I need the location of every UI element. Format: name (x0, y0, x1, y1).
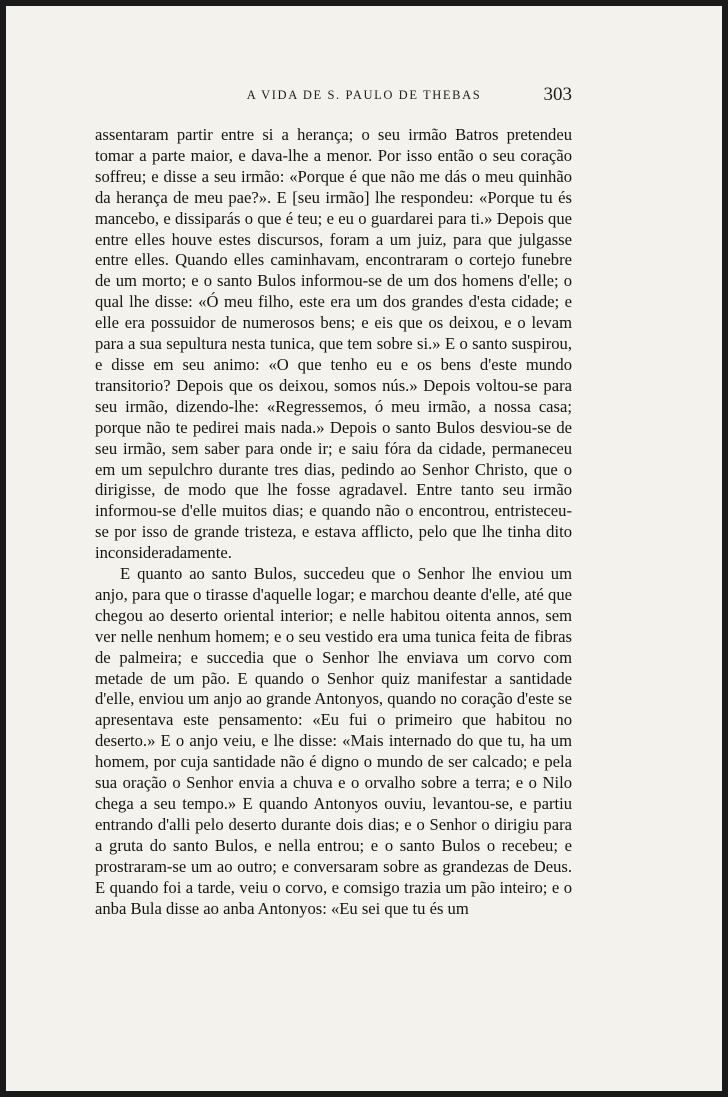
page-number: 303 (543, 84, 572, 105)
running-head (6, 84, 722, 112)
running-title: A VIDA DE S. PAULO DE THEBAS (246, 88, 482, 102)
paragraph-2: E quanto ao santo Bulos, succedeu que o Senhor lhe enviou um anjo, para que o tirasse d'aquelle logar; e marchou deante d'elle, até que chegou ao deserto oriental interior; e nelle habitou oitenta annos, sem ver nelle nenhum homem; e o seu vestido era uma tunica feita de fibras de palmeira; e succedia que o Senhor lhe enviava um corvo com metade de um pão. E quando o Senhor quiz manifestar a santidade d'elle, enviou um anjo ao grande Antonyos, quando no coração d'este se apresentava este pensamento: «Eu fui o primeiro que habitou no deserto.» E o anjo veiu, e lhe disse: «Mais internado do que tu, ha um homem, por cuja santidade não é digno o mundo de ser calcado; e pela sua oração o Senhor envia a chuva e o orvalho sobre a terra; e o Nilo chega a seu tempo.» E quando Antonyos ouviu, levantou-se, e partiu entrando d'alli pelo deserto durante dois dias; e o Senhor o dirigiu para a gruta do santo Bulos, e nella entrou; e o santo Bulos o recebeu; e prostraram-se um ao outro; e conversaram sobre as grandezas de Deus. E quando foi a tarde, veiu o corvo, e comsigo trazia um pão inteiro; e o anba Bula disse ao anba Antonyos: «Eu sei que tu és um (95, 564, 572, 918)
book-page (6, 6, 722, 1091)
body-text (95, 125, 572, 919)
paragraph-1: assentaram partir entre si a herança; o seu irmão Batros pretendeu tomar a parte maior, e dava-lhe a menor. Por isso então o seu coração soffreu; e disse a seu irmão: «Porque é que não me dás o meu quinhão da herança de meu pae?». E [seu irmão] lhe respondeu: «Porque tu és mancebo, e dissiparás o que é teu; e eu o guardarei para ti.» Depois que entre elles houve estes discursos, foram a um juiz, para que julgasse entre elles. Quando elles caminhavam, encontraram o cortejo funebre de um morto; e o santo Bulos informou-se de um dos homens d'elle; o qual lhe disse: «Ó meu filho, este era um dos grandes d'esta cidade; e elle era possuidor de numerosos bens; e eis que os deixou, e o levam para a sua sepultura nesta tunica, que tem sobre si.» E o santo suspirou, e disse em seu animo: «O que tenho eu e os bens d'este mundo transitorio? Depois que os deixou, somos nús.» Depois voltou-se para seu irmão, dizendo-lhe: «Regressemos, ó meu irmão, a nossa casa; porque não te pedirei mais nada.» Depois o santo Bulos desviou-se de seu irmão, sem saber para onde ir; e saiu fóra da cidade, permaneceu em um sepulchro durante tres dias, pedindo ao Senhor Christo, que o dirigisse, de modo que lhe fosse agradavel. Entre tanto seu irmão informou-se d'elle muitos dias; e quando não o encontrou, entristeceu-se por isso de grande tristeza, e estava afflicto, pelo que lhe tinha dito inconsideradamente. (95, 125, 572, 563)
